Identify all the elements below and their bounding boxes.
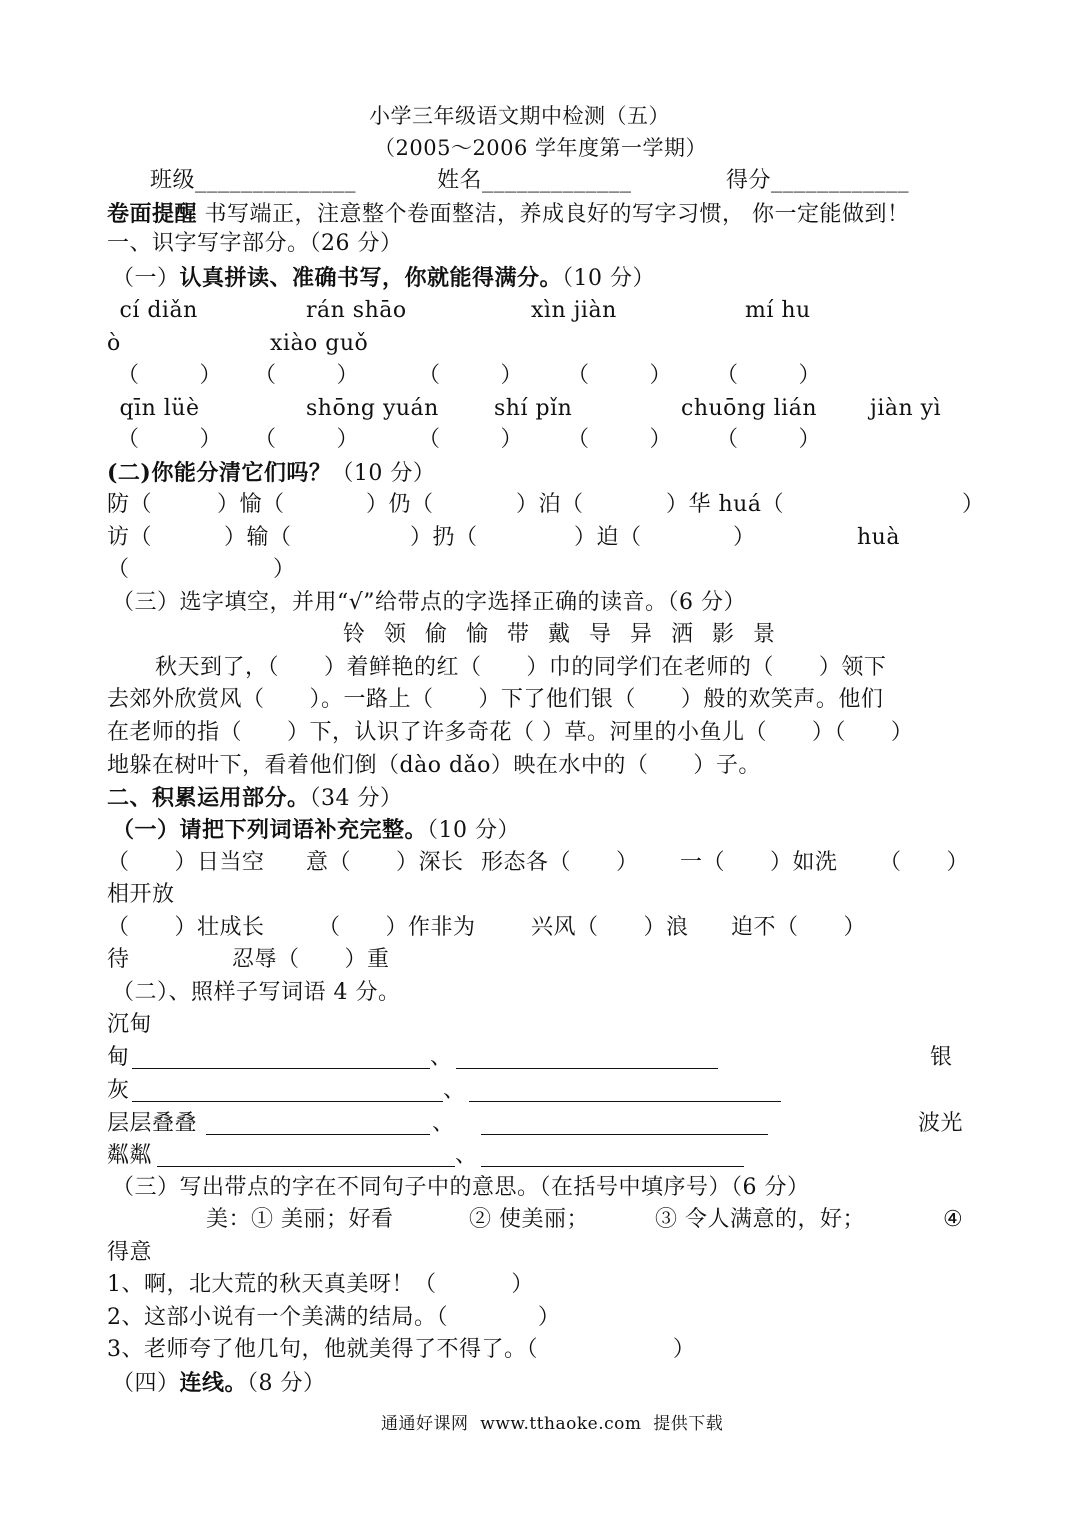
pinyin: mí hu	[745, 298, 811, 323]
char-item: ）输（	[224, 525, 292, 550]
answer-line[interactable]	[456, 1068, 718, 1069]
meaning: 美：① 美丽；好看	[206, 1207, 394, 1232]
answer-line[interactable]	[481, 1134, 768, 1135]
pinyin: qīn lüè	[112, 396, 200, 421]
pinyin: cí diǎn	[112, 298, 198, 323]
question: 3、老师夸了他几句，他就美得了不得了。（ ）	[107, 1337, 696, 1362]
char-item: 访（	[107, 525, 153, 550]
part2-s2-title: （二）、照样子写词语 4 分。	[112, 980, 401, 1005]
answer-bracket: （ ）	[117, 363, 222, 388]
char-item: ）愉（	[217, 492, 285, 517]
part1-s1-prefix: （一）	[112, 266, 180, 291]
answer-bracket: （ ）	[418, 427, 523, 452]
answer-bracket: （ ）	[567, 363, 672, 388]
meaning: 得意	[107, 1240, 153, 1265]
separator: 、	[455, 1143, 478, 1168]
part2-s4-title: 连线。	[179, 1370, 248, 1396]
word-start: 粼粼	[107, 1143, 153, 1168]
answer-bracket: （ ）	[716, 427, 821, 452]
word-start: 层层叠叠	[107, 1111, 198, 1136]
part2-s4-score: （8 分）	[247, 1371, 326, 1396]
answer-line[interactable]	[132, 1068, 430, 1069]
part1-s1-score: （10 分）	[562, 266, 656, 291]
score-field: 得分____________	[726, 168, 910, 193]
char-item: ）	[273, 557, 296, 582]
idiom: 意（ ）深长	[306, 850, 464, 875]
pinyin: jiàn yì	[870, 396, 942, 421]
answer-bracket: （ ）	[254, 363, 359, 388]
answer-line[interactable]	[132, 1101, 443, 1102]
answer-bracket: （ ）	[567, 427, 672, 452]
part2-s4-heading	[112, 1369, 326, 1398]
passage-line: 去郊外欣赏风（ ）。一路上（ ）下了他们银（ ）般的欢笑声。他们	[107, 687, 884, 712]
answer-bracket: （ ）	[418, 363, 523, 388]
part1-s2-heading	[107, 459, 435, 488]
answer-bracket: （ ）	[254, 427, 359, 452]
part2-s3-title: （三）写出带点的字在不同句子中的意思。（在括号中填序号）（6 分）	[112, 1175, 810, 1200]
notice-text: 书写端正，注意整个卷面整洁，养成良好的写字习惯， 你一定能做到！	[197, 202, 910, 227]
answer-bracket: （ ）	[716, 363, 821, 388]
answer-line[interactable]	[206, 1134, 430, 1135]
footer: 通通好课网 www.tthaoke.com 提供下载	[381, 1414, 724, 1434]
part1-s2-score: （10 分）	[331, 461, 436, 486]
idiom: 忍辱（ ）重	[232, 947, 390, 972]
separator: 、	[432, 1111, 455, 1136]
word-start: 灰	[107, 1078, 130, 1103]
school-year: （2005～2006 学年度第一学期）	[374, 136, 708, 160]
passage-line: 地躲在树叶下，看着他们倒（dào dǎo）映在水中的（ ）子。	[107, 753, 761, 778]
word-start: 波光	[918, 1111, 964, 1136]
notice	[107, 200, 910, 229]
answer-line[interactable]	[481, 1166, 744, 1167]
part2-score: （34 分）	[309, 786, 403, 811]
idiom: （ ）壮成长	[107, 915, 265, 940]
char-item: ）华 huá（	[666, 492, 784, 517]
meaning: ④	[943, 1207, 964, 1232]
part2-s1-heading	[112, 816, 520, 845]
char-item: ）扔（	[410, 525, 478, 550]
example-word: 沉甸	[107, 1012, 153, 1037]
word-start: 甸	[107, 1045, 130, 1070]
part1-title: 一、识字写字部分。（26 分）	[107, 231, 403, 256]
page-title: 小学三年级语文期中检测（五）	[369, 104, 670, 128]
pinyin: xiào guǒ	[270, 331, 369, 356]
pinyin: chuōng lián	[681, 396, 818, 421]
question: 2、这部小说有一个美满的结局。（ ）	[107, 1305, 561, 1330]
question: 1、啊，北大荒的秋天真美呀！（ ）	[107, 1272, 534, 1297]
word-start: 银	[930, 1045, 953, 1070]
pinyin: shōng yuán	[306, 396, 439, 421]
part2-s1-title: （一）请把下列词语补充完整。	[112, 817, 428, 843]
char-item: 防（	[107, 492, 153, 517]
idiom: 相开放	[107, 882, 175, 907]
pinyin: xìn jiàn	[531, 298, 617, 323]
meaning: ② 使美丽；	[469, 1207, 589, 1232]
answer-bracket: （ ）	[117, 427, 222, 452]
part2-heading	[107, 784, 403, 813]
idiom: 一（ ）如洗	[680, 850, 838, 875]
part2-title: 二、积累运用部分。	[107, 785, 310, 811]
part2-s4-prefix: （四）	[112, 1371, 180, 1396]
char-item: ）仍（	[366, 492, 434, 517]
idiom: （ ）	[879, 850, 969, 875]
part1-s2-title: (二)你能分清它们吗？	[107, 460, 332, 486]
passage-line: 在老师的指（ ）下，认识了许多奇花（ ）草。河里的小鱼儿（ ）（ ）	[107, 720, 914, 745]
separator: 、	[443, 1078, 466, 1103]
idiom: 迫不（ ）	[731, 915, 866, 940]
passage-line: 秋天到了，（ ）着鲜艳的红（ ）巾的同学们在老师的（ ）领下	[155, 655, 887, 680]
idiom: （ ）作非为	[318, 915, 476, 940]
pinyin: shí pǐn	[494, 396, 573, 421]
answer-line[interactable]	[469, 1101, 781, 1102]
char-item: ）	[962, 492, 985, 517]
separator: 、	[430, 1045, 453, 1070]
char-item: ）迫（	[574, 525, 642, 550]
part2-s1-score: （10 分）	[427, 818, 521, 843]
idiom: 形态各（ ）	[481, 850, 639, 875]
idiom: 兴风（ ）浪	[531, 915, 689, 940]
part1-s1-heading	[112, 264, 655, 293]
char-item: huà	[857, 525, 900, 550]
idiom: 待	[107, 947, 130, 972]
pinyin: rán shāo	[306, 298, 407, 323]
part1-s3-title: （三）选字填空，并用“√”给带点的字选择正确的读音。（6 分）	[112, 590, 747, 615]
char-item: ）	[733, 525, 756, 550]
meaning: ③ 令人满意的，好；	[655, 1207, 865, 1232]
char-item: ）泊（	[516, 492, 584, 517]
char-item: （	[107, 557, 130, 582]
pinyin: ò	[107, 331, 121, 356]
answer-line[interactable]	[157, 1166, 455, 1167]
class-field: 班级______________	[150, 168, 357, 193]
notice-label: 卷面提醒	[107, 201, 198, 227]
idiom: （ ）日当空	[107, 850, 265, 875]
part1-s1-title: 认真拼读、准确书写，你就能得满分。	[179, 265, 563, 291]
name-field: 姓名_____________	[437, 168, 632, 193]
char-choices: 铃 领 偷 愉 带 戴 导 异 洒 影 景	[343, 622, 781, 647]
